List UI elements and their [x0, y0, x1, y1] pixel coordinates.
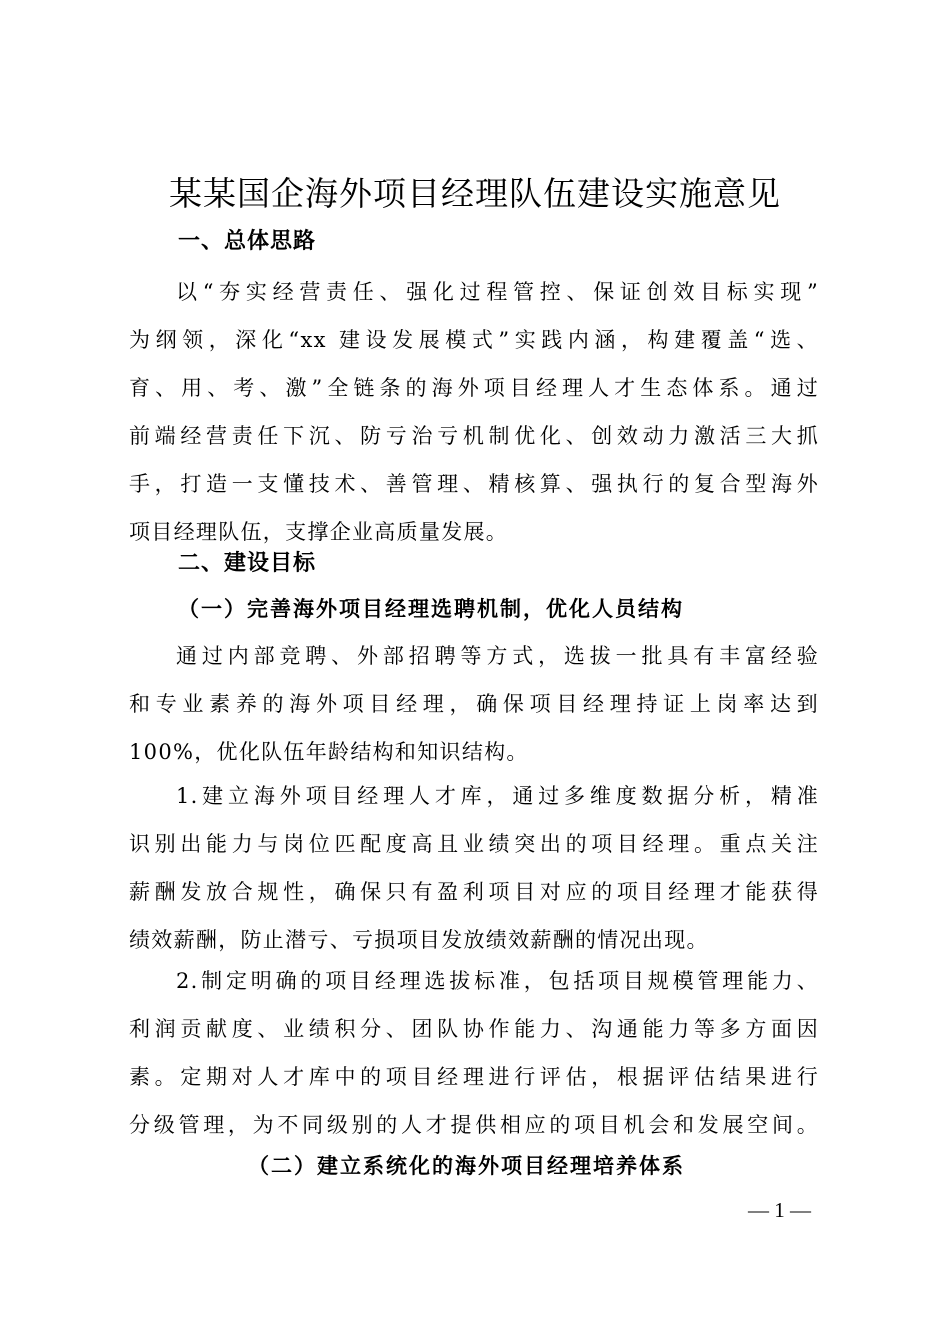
selection-mechanism-paragraph	[129, 632, 819, 776]
section-heading-construction-goals: 二、建设目标	[178, 551, 317, 576]
page-number: — 1 —	[748, 1198, 811, 1222]
paragraph-line: 素。定期对人才库中的项目经理进行评估，根据评估结果进行	[129, 1065, 819, 1089]
document-title: 某某国企海外项目经理队伍建设实施意见	[169, 174, 781, 213]
paragraph-line: 育、用、考、激”全链条的海外项目经理人才生态体系。通过	[129, 376, 819, 400]
paragraph-line: 以“夯实经营责任、强化过程管控、保证创效目标实现”	[176, 280, 819, 304]
paragraph-line: 通过内部竞聘、外部招聘等方式，选拔一批具有丰富经验	[176, 644, 819, 668]
subsection-heading-selection-mechanism: （一）完善海外项目经理选聘机制，优化人员结构	[178, 596, 684, 621]
paragraph-line: 1.建立海外项目经理人才库，通过多维度数据分析，精准	[176, 784, 819, 808]
paragraph-line: 利润贡献度、业绩积分、团队协作能力、沟通能力等多方面因	[129, 1017, 819, 1041]
paragraph-line: 和专业素养的海外项目经理，确保项目经理持证上岗率达到	[129, 692, 819, 716]
paragraph-line: 项目经理队伍，支撑企业高质量发展。	[129, 520, 509, 544]
paragraph-line: 识别出能力与岗位匹配度高且业绩突出的项目经理。重点关注	[129, 832, 819, 856]
paragraph-line: 分级管理，为不同级别的人才提供相应的项目机会和发展空间。	[129, 1113, 819, 1137]
section-heading-overall-approach: 一、总体思路	[178, 229, 317, 254]
paragraph-line: 薪酬发放合规性，确保只有盈利项目对应的项目经理才能获得	[129, 880, 819, 904]
subsection-heading-training-system: （二）建立系统化的海外项目经理培养体系	[248, 1153, 685, 1178]
item-2-selection-standards	[129, 957, 819, 1149]
item-1-talent-pool	[129, 772, 819, 964]
paragraph-line: 100%，优化队伍年龄结构和知识结构。	[129, 740, 529, 764]
overall-approach-paragraph	[129, 268, 819, 556]
paragraph-line: 前端经营责任下沉、防亏治亏机制优化、创效动力激活三大抓	[129, 424, 819, 448]
paragraph-line: 手，打造一支懂技术、善管理、精核算、强执行的复合型海外	[129, 472, 819, 496]
paragraph-line: 为纲领，深化“xx 建设发展模式”实践内涵，构建覆盖“选、	[129, 328, 819, 352]
paragraph-line: 绩效薪酬，防止潜亏、亏损项目发放绩效薪酬的情况出现。	[129, 928, 709, 952]
paragraph-line: 2.制定明确的项目经理选拔标准，包括项目规模管理能力、	[176, 969, 819, 993]
